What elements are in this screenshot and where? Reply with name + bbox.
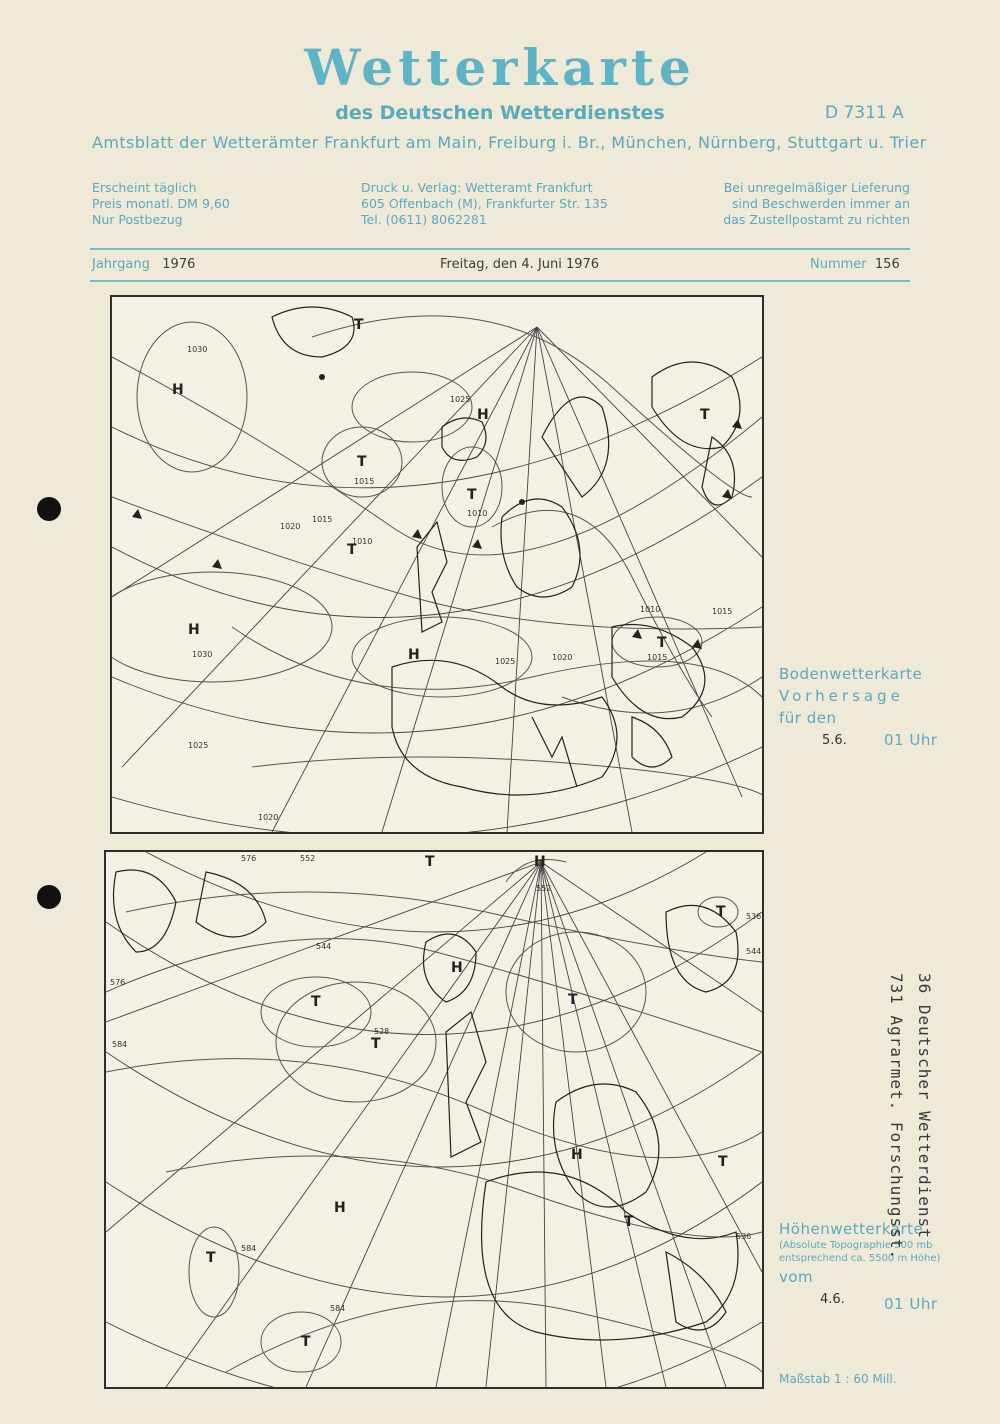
rule-bottom	[90, 280, 910, 282]
height-label: 576	[110, 978, 126, 987]
map2-date: 4.6.	[820, 1292, 845, 1307]
map1-time: 01 Uhr	[884, 731, 938, 749]
map2-caption-topography: (Absolute Topographie 500 mb	[779, 1240, 933, 1251]
height-label: 584	[330, 1304, 346, 1313]
nummer	[810, 257, 900, 272]
height-label: 536	[736, 1232, 752, 1241]
map2-caption-height: entsprechend ca. 5500 m Höhe)	[779, 1253, 941, 1264]
isobar-label: 1030	[192, 650, 213, 659]
info-right	[723, 180, 910, 228]
isobar-label: 1010	[467, 509, 488, 518]
info-right-line: sind Beschwerden immer an	[732, 196, 910, 211]
low-pressure-center: T	[657, 635, 667, 651]
low-pressure-center: T	[357, 454, 367, 470]
jahrgang-label: Jahrgang	[92, 257, 150, 272]
height-label: 552	[300, 854, 316, 863]
upper-air-map	[104, 850, 764, 1389]
height-label: 544	[316, 942, 332, 951]
isobar-label: 1020	[258, 813, 279, 822]
rule-top	[90, 248, 910, 250]
isobar-label: 1020	[280, 522, 301, 531]
info-right-line: Bei unregelmäßiger Lieferung	[723, 180, 910, 195]
masthead-title: Wetterkarte	[304, 38, 696, 97]
low-pressure-center: T	[347, 542, 357, 558]
low-pressure-center: T	[716, 904, 726, 920]
height-label: 544	[746, 947, 762, 956]
surface-weather-map	[110, 295, 764, 834]
info-right-line: das Zustellpostamt zu richten	[723, 212, 910, 227]
isobar-label: 1020	[552, 653, 573, 662]
high-pressure-center: H	[451, 960, 463, 976]
isobar-label: 1015	[312, 515, 333, 524]
low-pressure-center: T	[425, 854, 435, 870]
high-pressure-center: H	[534, 854, 546, 870]
low-pressure-center: T	[700, 407, 710, 423]
low-pressure-center: T	[354, 317, 364, 333]
library-stamp-line2: 731 Agrarmet. Forschungsst.	[887, 973, 906, 1261]
info-center	[361, 180, 608, 228]
high-pressure-center: H	[334, 1200, 346, 1216]
map1-caption-vorhersage: Vorhersage	[779, 687, 904, 705]
low-pressure-center: T	[206, 1250, 216, 1266]
high-pressure-center: H	[188, 622, 200, 638]
punch-hole	[37, 497, 61, 521]
punch-hole	[37, 885, 61, 909]
low-pressure-center: T	[371, 1036, 381, 1052]
map1-caption-title: Bodenwetterkarte	[779, 665, 923, 683]
map2-time: 01 Uhr	[884, 1295, 938, 1313]
info-left	[92, 180, 230, 228]
isobar-label: 1025	[450, 395, 471, 404]
info-center-line: Druck u. Verlag: Wetteramt Frankfurt	[361, 180, 593, 195]
high-pressure-center	[175, 382, 186, 398]
isobar-label: 1025	[495, 657, 516, 666]
isobar-label: 1025	[188, 741, 209, 750]
masthead-subtitle: des Deutschen Wetterdienstes	[335, 102, 665, 124]
map2-caption-vom: vom	[779, 1268, 814, 1286]
low-pressure-center: T	[568, 992, 578, 1008]
info-left-line: Preis monatl. DM 9,60	[92, 196, 230, 211]
info-center-line: Tel. (0611) 8062281	[361, 212, 487, 227]
isobar-label: 1010	[352, 537, 373, 546]
jahrgang-value: 1976	[162, 257, 196, 272]
high-pressure-center: H	[172, 382, 184, 398]
issue-date: Freitag, den 4. Juni 1976	[440, 257, 600, 272]
nummer-label: Nummer	[810, 257, 867, 272]
height-label: 528	[374, 1027, 390, 1036]
height-label: 576	[241, 854, 257, 863]
jahrgang	[92, 257, 195, 272]
low-pressure-center: T	[301, 1334, 311, 1350]
map-scale: Maßstab 1 : 60 Mill.	[779, 1372, 897, 1386]
low-pressure-center: T	[311, 994, 321, 1010]
low-pressure-center: T	[718, 1154, 728, 1170]
high-pressure-center: H	[408, 647, 420, 663]
publication-code: D 7311 A	[825, 103, 904, 123]
info-left-line: Erscheint täglich	[92, 180, 197, 195]
nummer-value: 156	[874, 257, 900, 272]
isobar-label: 1010	[640, 605, 661, 614]
info-left-line: Nur Postbezug	[92, 212, 183, 227]
height-label: 584	[112, 1040, 128, 1049]
high-pressure-center: H	[571, 1147, 583, 1163]
low-pressure-center: T	[624, 1214, 634, 1230]
map1-caption-fuer: für den	[779, 709, 837, 727]
amtsblatt-line: Amtsblatt der Wetterämter Frankfurt am Main, Freiburg i. Br., München, Nürnberg, Stuttgart u. Trier	[92, 133, 927, 152]
library-stamp-line1: 36 Deutscher Wetterdienst	[915, 973, 934, 1239]
height-label: 584	[241, 1244, 257, 1253]
isobar-label: 1030	[187, 345, 208, 354]
map1-date: 5.6.	[822, 733, 847, 748]
info-center-line: 605 Offenbach (M), Frankfurter Str. 135	[361, 196, 608, 211]
isobar-label: 1015	[647, 653, 668, 662]
height-label: 536	[746, 912, 762, 921]
height-label: 552	[536, 884, 552, 893]
low-pressure-center: T	[467, 487, 477, 503]
high-pressure-center: H	[477, 407, 489, 423]
isobar-label: 1015	[712, 607, 733, 616]
isobar-label: 1015	[354, 477, 375, 486]
map2-caption-title: Höhenwetterkarte	[779, 1220, 924, 1238]
